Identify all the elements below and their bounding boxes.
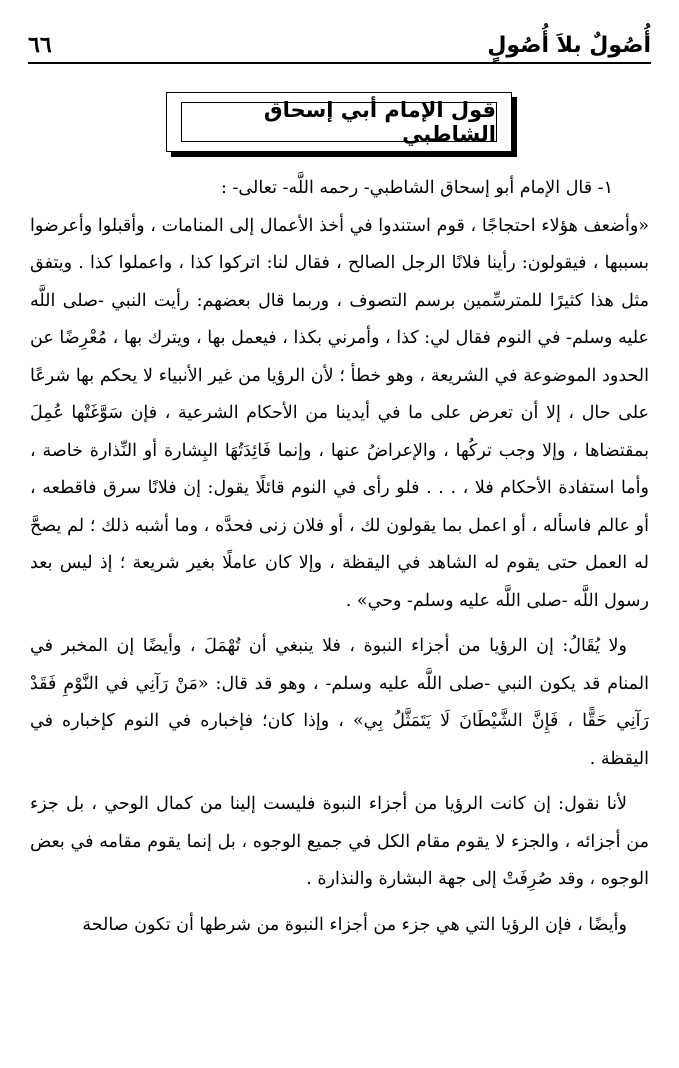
- section-title: قول الإمام أبي إسحاق الشاطبي: [263, 98, 496, 146]
- section-title-inner-frame: [181, 98, 497, 146]
- book-title: أُصُولٌ بلاَ أُصُولٍ: [487, 32, 651, 58]
- paragraph-reply: لأنا نقول: إن كانت الرؤيا من أجزاء النبوة فليست إلينا من كمال الوحي ، بل جزء من أجزائه ، والجزء لا يقوم مقام الكل في جميع الوجوه ، بل إنما يقوم مقامه في بعض الوجوه ، وقد صُرِفَتْ إلى جهة البشارة والنذارة .: [30, 794, 649, 889]
- page-body: [30, 170, 649, 944]
- page-header: [28, 28, 651, 64]
- page-number: ٦٦: [28, 32, 52, 58]
- paragraph-intro: ١- قال الإمام أبو إسحاق الشاطبي- رحمه اللَّه- تعالى- :: [221, 178, 613, 198]
- section-title-frame: [166, 92, 512, 152]
- paragraph-objection: ولا يُقَالُ: إن الرؤيا من أجزاء النبوة ، فلا ينبغي أن تُهْمَلَ ، وأيضًا إن المخبر في المنام قد يكون النبي -صلى اللَّه عليه وسلم- ، وهو قد قال: «مَنْ رَآنِي في النَّوْمِ فَقَدْ رَآنِي حَقًّا ، فَإِنَّ الشَّيْطَانَ لَا يَتَمَثَّلُ بِي» ، وإذا كان؛ فإخباره في النوم كإخباره في اليقظة .: [30, 636, 649, 769]
- paragraph-additional: وأيضًا ، فإن الرؤيا التي هي جزء من أجزاء النبوة من شرطها أن تكون صالحة: [82, 914, 627, 935]
- paragraph-quote: «وأضعف هؤلاء احتجاجًا ، قوم استندوا في أخذ الأعمال إلى المنامات ، وأقبلوا وأعرضوا بسببها ، فيقولون: رأينا فلانًا الرجل الصالح ، فقال لنا: اتركوا كذا ، واعملوا كذا . ويتفق مثل هذا كثيرًا للمترسِّمين برسم التصوف ، وربما قال بعضهم: رأيت النبي -صلى اللَّه عليه وسلم- في النوم فقال لي: كذا ، وأمرني بكذا ، فيعمل بها ، ويترك بها ، مُعْرِضًا عن الحدود الموضوعة في الشريعة ، وهو خطأ ؛ لأن الرؤيا من غير الأنبياء لا يحكم بها شرعًا على حال ، إلا أن تعرض على ما في أيدينا من الأحكام الشرعية ، فإن سَوَّغَتْها عُمِلَ بمقتضاها ، وإلا وجب تركُها ، والإعراضُ عنها ، وإنما فَائِدَتُهَا البِشارة أو النِّذارة خاصة ، وأما استفادة الأحكام فلا ، . . . فلو رأى في النوم قائلًا يقول: إن فلانًا سرق فاقطعه ، أو عالم فاسأله ، أو اعمل بما يقولون لك ، أو فلان زنى فحدَّه ، وما أشبه ذلك ؛ لم يصحَّ له العمل حتى يقوم له الشاهد في اليقظة ، وإلا كان عاملًا بغير شريعة ؛ إذ ليس بعد رسول اللَّه -صلى اللَّه عليه وسلم- وحي» .: [30, 215, 649, 611]
